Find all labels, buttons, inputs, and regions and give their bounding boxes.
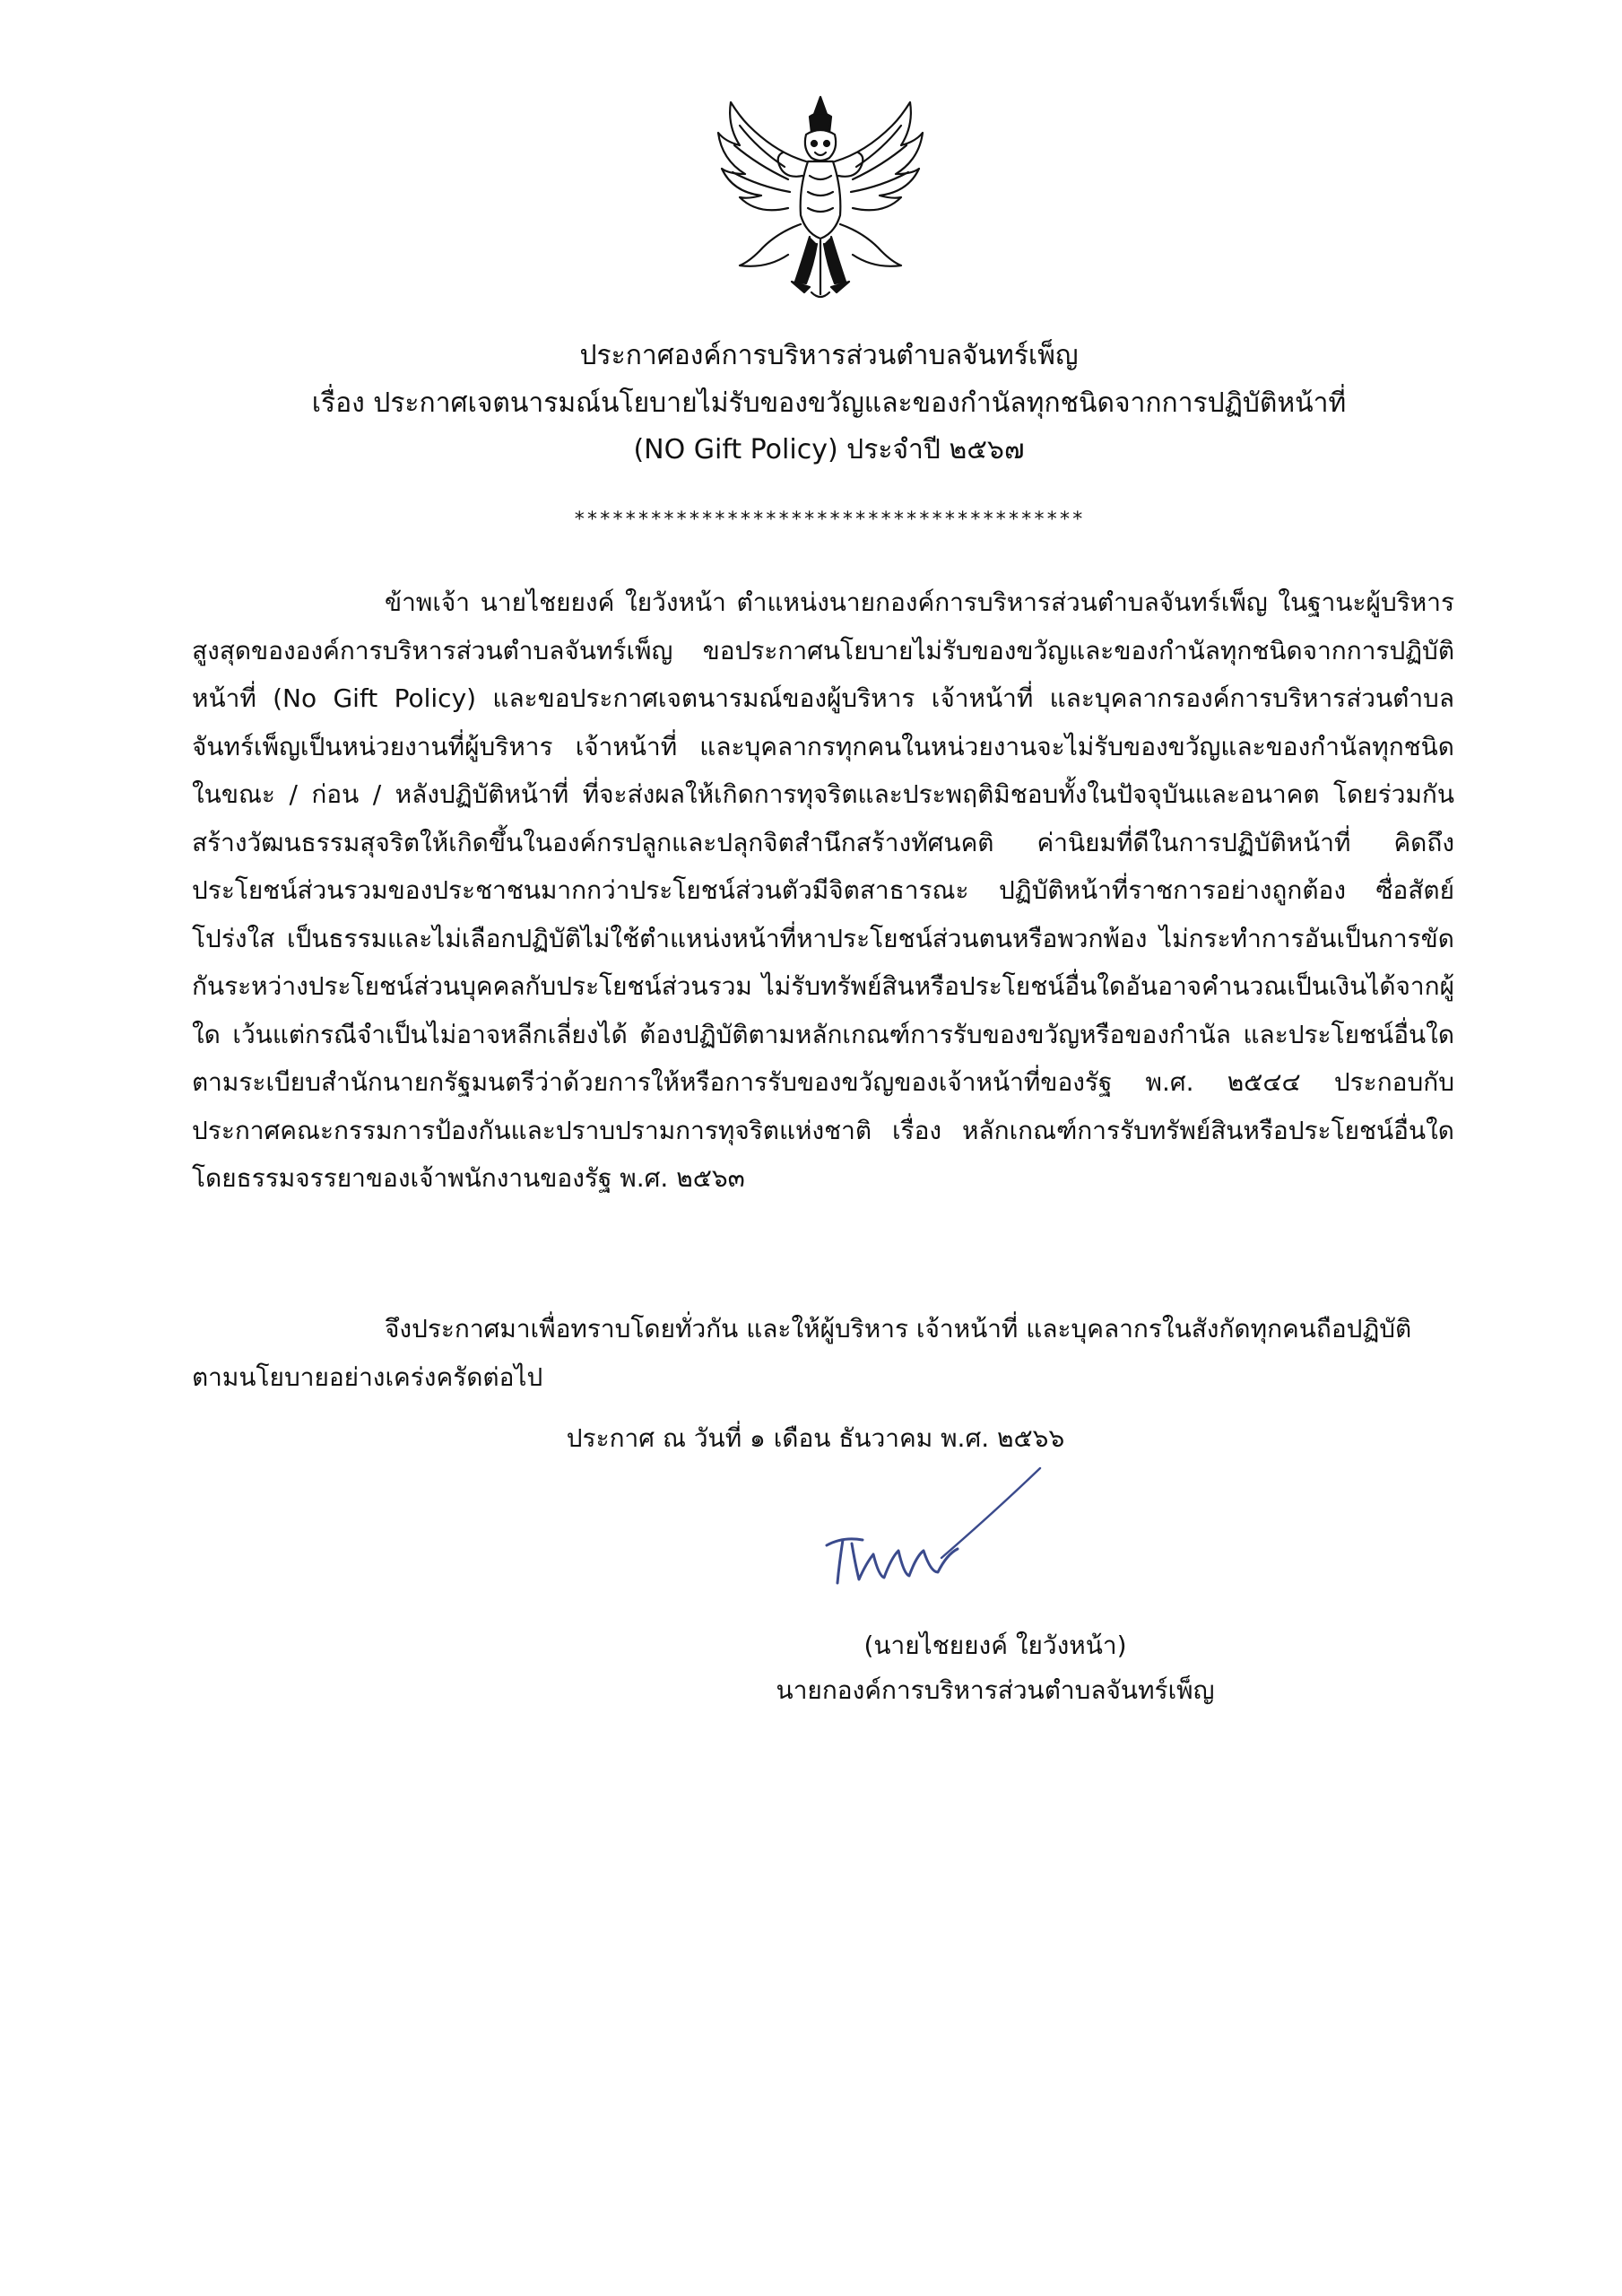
closing-paragraph: จึงประกาศมาเพื่อทราบโดยทั่วกัน และให้ผู้บริหาร เจ้าหน้าที่ และบุคลากรในสังกัดทุกคนถือปฏิบัติตามนโยบายอย่างเคร่งครัดต่อไป bbox=[192, 1314, 1412, 1392]
garuda-emblem-icon bbox=[713, 90, 928, 305]
announcement-date: ประกาศ ณ วันที่ ๑ เดือน ธันวาคม พ.ศ. ๒๕๖๖ bbox=[566, 1423, 1065, 1453]
separator-line: **************************************** bbox=[573, 509, 1085, 531]
signer-title: นายกองค์การบริหารส่วนตำบลจันทร์เพ็ญ bbox=[776, 1675, 1215, 1705]
announcement-subject: เรื่อง ประกาศเจตนารมณ์นโยบายไม่รับของขวัญและของกำนัลทุกชนิดจากการปฏิบัติหน้าที่ bbox=[311, 387, 1347, 419]
announcement-subject-year: (NO Gift Policy) ประจำปี ๒๕๖๗ bbox=[633, 434, 1025, 465]
signature-image bbox=[807, 1457, 1148, 1610]
announcement-title: ประกาศองค์การบริหารส่วนตำบลจันทร์เพ็ญ bbox=[579, 340, 1079, 371]
body-text bbox=[192, 578, 1454, 1203]
body-paragraph: ข้าพเจ้า นายไชยยงค์ ใยวังหน้า ตำแหน่งนายกองค์การบริหารส่วนตำบลจันทร์เพ็ญ ในฐานะผู้บริหารสูงสุดขององค์การบริหารส่วนตำบลจันทร์เพ็ญ ขอประกาศนโยบายไม่รับของขวัญและของกำนัลทุกชนิดจากการปฏิบัติหน้าที่ (No Gift Policy) และขอประกาศเจตนารมณ์ของผู้บริหาร เจ้าหน้าที่ และบุคลากรองค์การบริหารส่วนตำบลจันทร์เพ็ญเป็นหน่วยงานที่ผู้บริหาร เจ้าหน้าที่ และบุคลากรทุกคนในหน่วยงานจะไม่รับของขวัญและของกำนัลทุกชนิดในขณะ / ก่อน / หลังปฏิบัติหน้าที่ ที่จะส่งผลให้เกิดการทุจริตและประพฤติมิชอบทั้งในปัจจุบันและอนาคต โดยร่วมกันสร้างวัฒนธรรมสุจริตให้เกิดขึ้นในองค์กรปลูกและปลุกจิตสำนึกสร้างทัศนคติ ค่านิยมที่ดีในการปฏิบัติหน้าที่ คิดถึงประโยชน์ส่วนรวมของประชาชนมากกว่าประโยชน์ส่วนตัวมีจิตสาธารณะ ปฏิบัติหน้าที่ราชการอย่างถูกต้อง ซื่อสัตย์ โปร่งใส เป็นธรรมและไม่เลือกปฏิบัติไม่ใช้ตำแหน่งหน้าที่หาประโยชน์ส่วนตนหรือพวกพ้อง ไม่กระทำการอันเป็นการขัดกันระหว่างประโยชน์ส่วนบุคคลกับประโยชน์ส่วนรวม ไม่รับทรัพย์สินหรือประโยชน์อื่นใดอันอาจคำนวณเป็นเงินได้จากผู้ใด เว้นแต่กรณีจำเป็นไม่อาจหลีกเลี่ยงได้ ต้องปฏิบัติตามหลักเกณฑ์การรับของขวัญหรือของกำนัล และประโยชน์อื่นใดตามระเบียบสำนักนายกรัฐมนตรีว่าด้วยการให้หรือการรับของขวัญของเจ้าหน้าที่ของรัฐ พ.ศ. ๒๕๔๔ ประกอบกับ ประกาศคณะกรรมการป้องกันและปราบปรามการทุจริตแห่งชาติ เรื่อง หลักเกณฑ์การรับทรัพย์สินหรือประโยชน์อื่นใดโดยธรรมจรรยาของเจ้าพนักงานของรัฐ พ.ศ. ๒๕๖๓ bbox=[192, 587, 1454, 1193]
signer-name: (นายไชยยงค์ ใยวังหน้า) bbox=[863, 1631, 1127, 1660]
